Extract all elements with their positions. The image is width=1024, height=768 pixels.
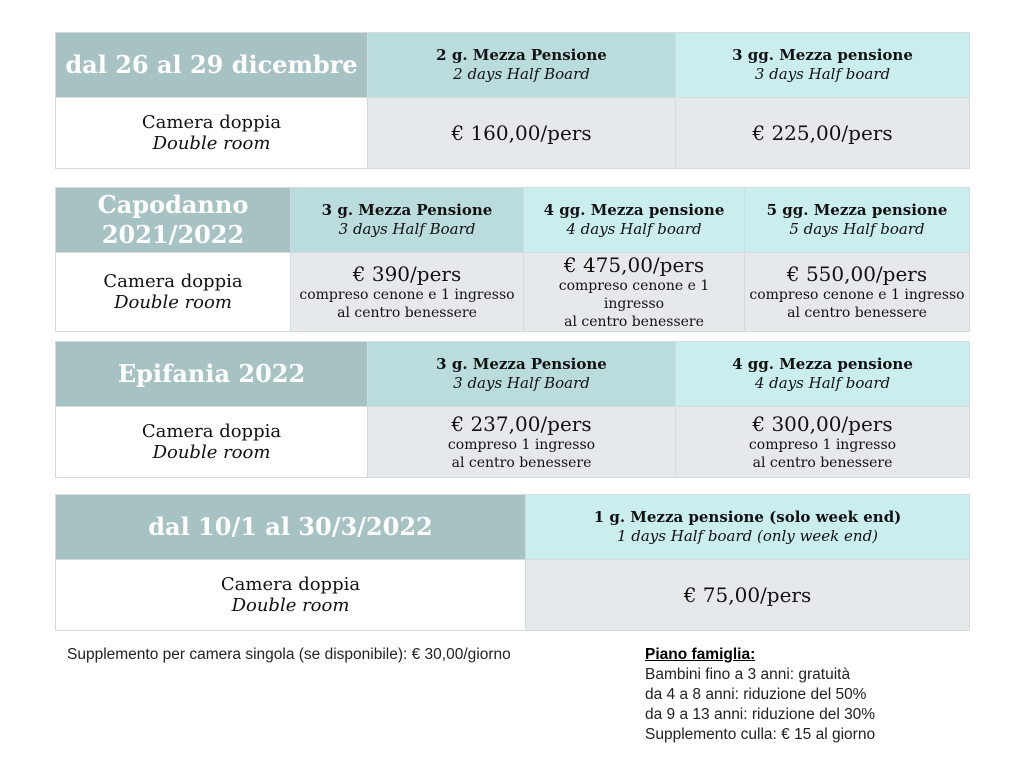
option-header [676, 342, 970, 407]
price-note: compreso cenone e 1 ingresso [299, 287, 515, 303]
room-type-en: Double room [114, 292, 232, 313]
price-note: al centro benessere [787, 305, 927, 321]
family-plan-title: Piano famiglia: [645, 646, 756, 663]
price-cell [524, 253, 745, 332]
period-title: dal 10/1 al 30/3/2022 [56, 495, 526, 560]
price-value: € 75,00/pers [683, 583, 812, 607]
room-type-en: Double room [152, 133, 271, 154]
price-value: € 237,00/pers [451, 412, 592, 436]
price-note: al centro benessere [564, 314, 704, 330]
room-type-it: Camera doppia [103, 271, 243, 292]
price-cell [368, 407, 676, 478]
option-name-it: 3 g. Mezza Pensione [321, 201, 493, 219]
room-type-en: Double room [152, 442, 271, 463]
price-cell [526, 560, 970, 631]
room-type-it: Camera doppia [141, 112, 282, 133]
price-note: al centro benessere [337, 305, 477, 321]
price-note: compreso cenone e 1 ingresso [749, 287, 965, 303]
price-value: € 225,00/pers [752, 121, 893, 145]
option-name-en: 3 days Half Board [453, 374, 590, 392]
option-header [676, 33, 970, 98]
price-cell [291, 253, 524, 332]
option-name-it: 3 gg. Mezza pensione [732, 46, 913, 64]
option-name-it: 2 g. Mezza Pensione [436, 46, 607, 64]
room-type-it: Camera doppia [220, 574, 361, 595]
option-header [745, 188, 970, 253]
option-name-en: 4 days Half board [754, 374, 891, 392]
price-cell [368, 98, 676, 169]
option-header [291, 188, 524, 253]
price-note: compreso cenone e 1 ingresso [558, 278, 710, 312]
price-value: € 160,00/pers [451, 121, 592, 145]
period-title: dal 26 al 29 dicembre [56, 33, 368, 98]
family-plan-line: Supplemento culla: € 15 al giorno [645, 726, 876, 743]
period-title: Capodanno 2021/2022 [56, 188, 291, 253]
period-title: Epifania 2022 [56, 342, 368, 407]
price-table-new-year [55, 187, 970, 332]
option-header [524, 188, 745, 253]
option-header [368, 33, 676, 98]
room-type [56, 407, 368, 478]
price-note: al centro benessere [752, 455, 893, 471]
option-name-en: 3 days Half board [754, 65, 891, 83]
option-name-en: 2 days Half Board [453, 65, 590, 83]
family-plan [645, 645, 875, 745]
price-note: al centro benessere [451, 455, 592, 471]
single-room-supplement: Supplemento per camera singola (se disponibile): € 30,00/giorno [67, 646, 511, 663]
family-plan-line: da 4 a 8 anni: riduzione del 50% [645, 686, 867, 703]
option-name-en: 4 days Half board [566, 220, 702, 238]
price-cell [745, 253, 970, 332]
price-table-epiphany [55, 341, 970, 478]
price-value: € 475,00/pers [563, 253, 705, 277]
option-name-it: 4 gg. Mezza pensione [543, 201, 725, 219]
price-table-december [55, 32, 970, 169]
price-table-season [55, 494, 970, 631]
option-name-it: 4 gg. Mezza pensione [732, 355, 913, 373]
family-plan-line: Bambini fino a 3 anni: gratuità [645, 666, 851, 683]
option-name-it: 3 g. Mezza Pensione [436, 355, 607, 373]
option-name-it: 5 gg. Mezza pensione [766, 201, 948, 219]
room-type-it: Camera doppia [141, 421, 282, 442]
option-header [526, 495, 970, 560]
option-header [368, 342, 676, 407]
price-cell [676, 407, 970, 478]
option-name-en: 3 days Half Board [338, 220, 476, 238]
room-type-en: Double room [231, 595, 350, 616]
option-name-en: 5 days Half board [789, 220, 925, 238]
price-note: compreso 1 ingresso [748, 437, 897, 453]
price-note: compreso 1 ingresso [447, 437, 596, 453]
price-cell [676, 98, 970, 169]
room-type [56, 253, 291, 332]
option-name-it: 1 g. Mezza pensione (solo week end) [593, 508, 902, 526]
price-value: € 550,00/pers [786, 262, 928, 286]
price-value: € 300,00/pers [752, 412, 893, 436]
option-name-en: 1 days Half board (only week end) [616, 527, 879, 545]
room-type [56, 560, 526, 631]
price-value: € 390/pers [352, 262, 462, 286]
family-plan-line: da 9 a 13 anni: riduzione del 30% [645, 706, 876, 723]
room-type [56, 98, 368, 169]
